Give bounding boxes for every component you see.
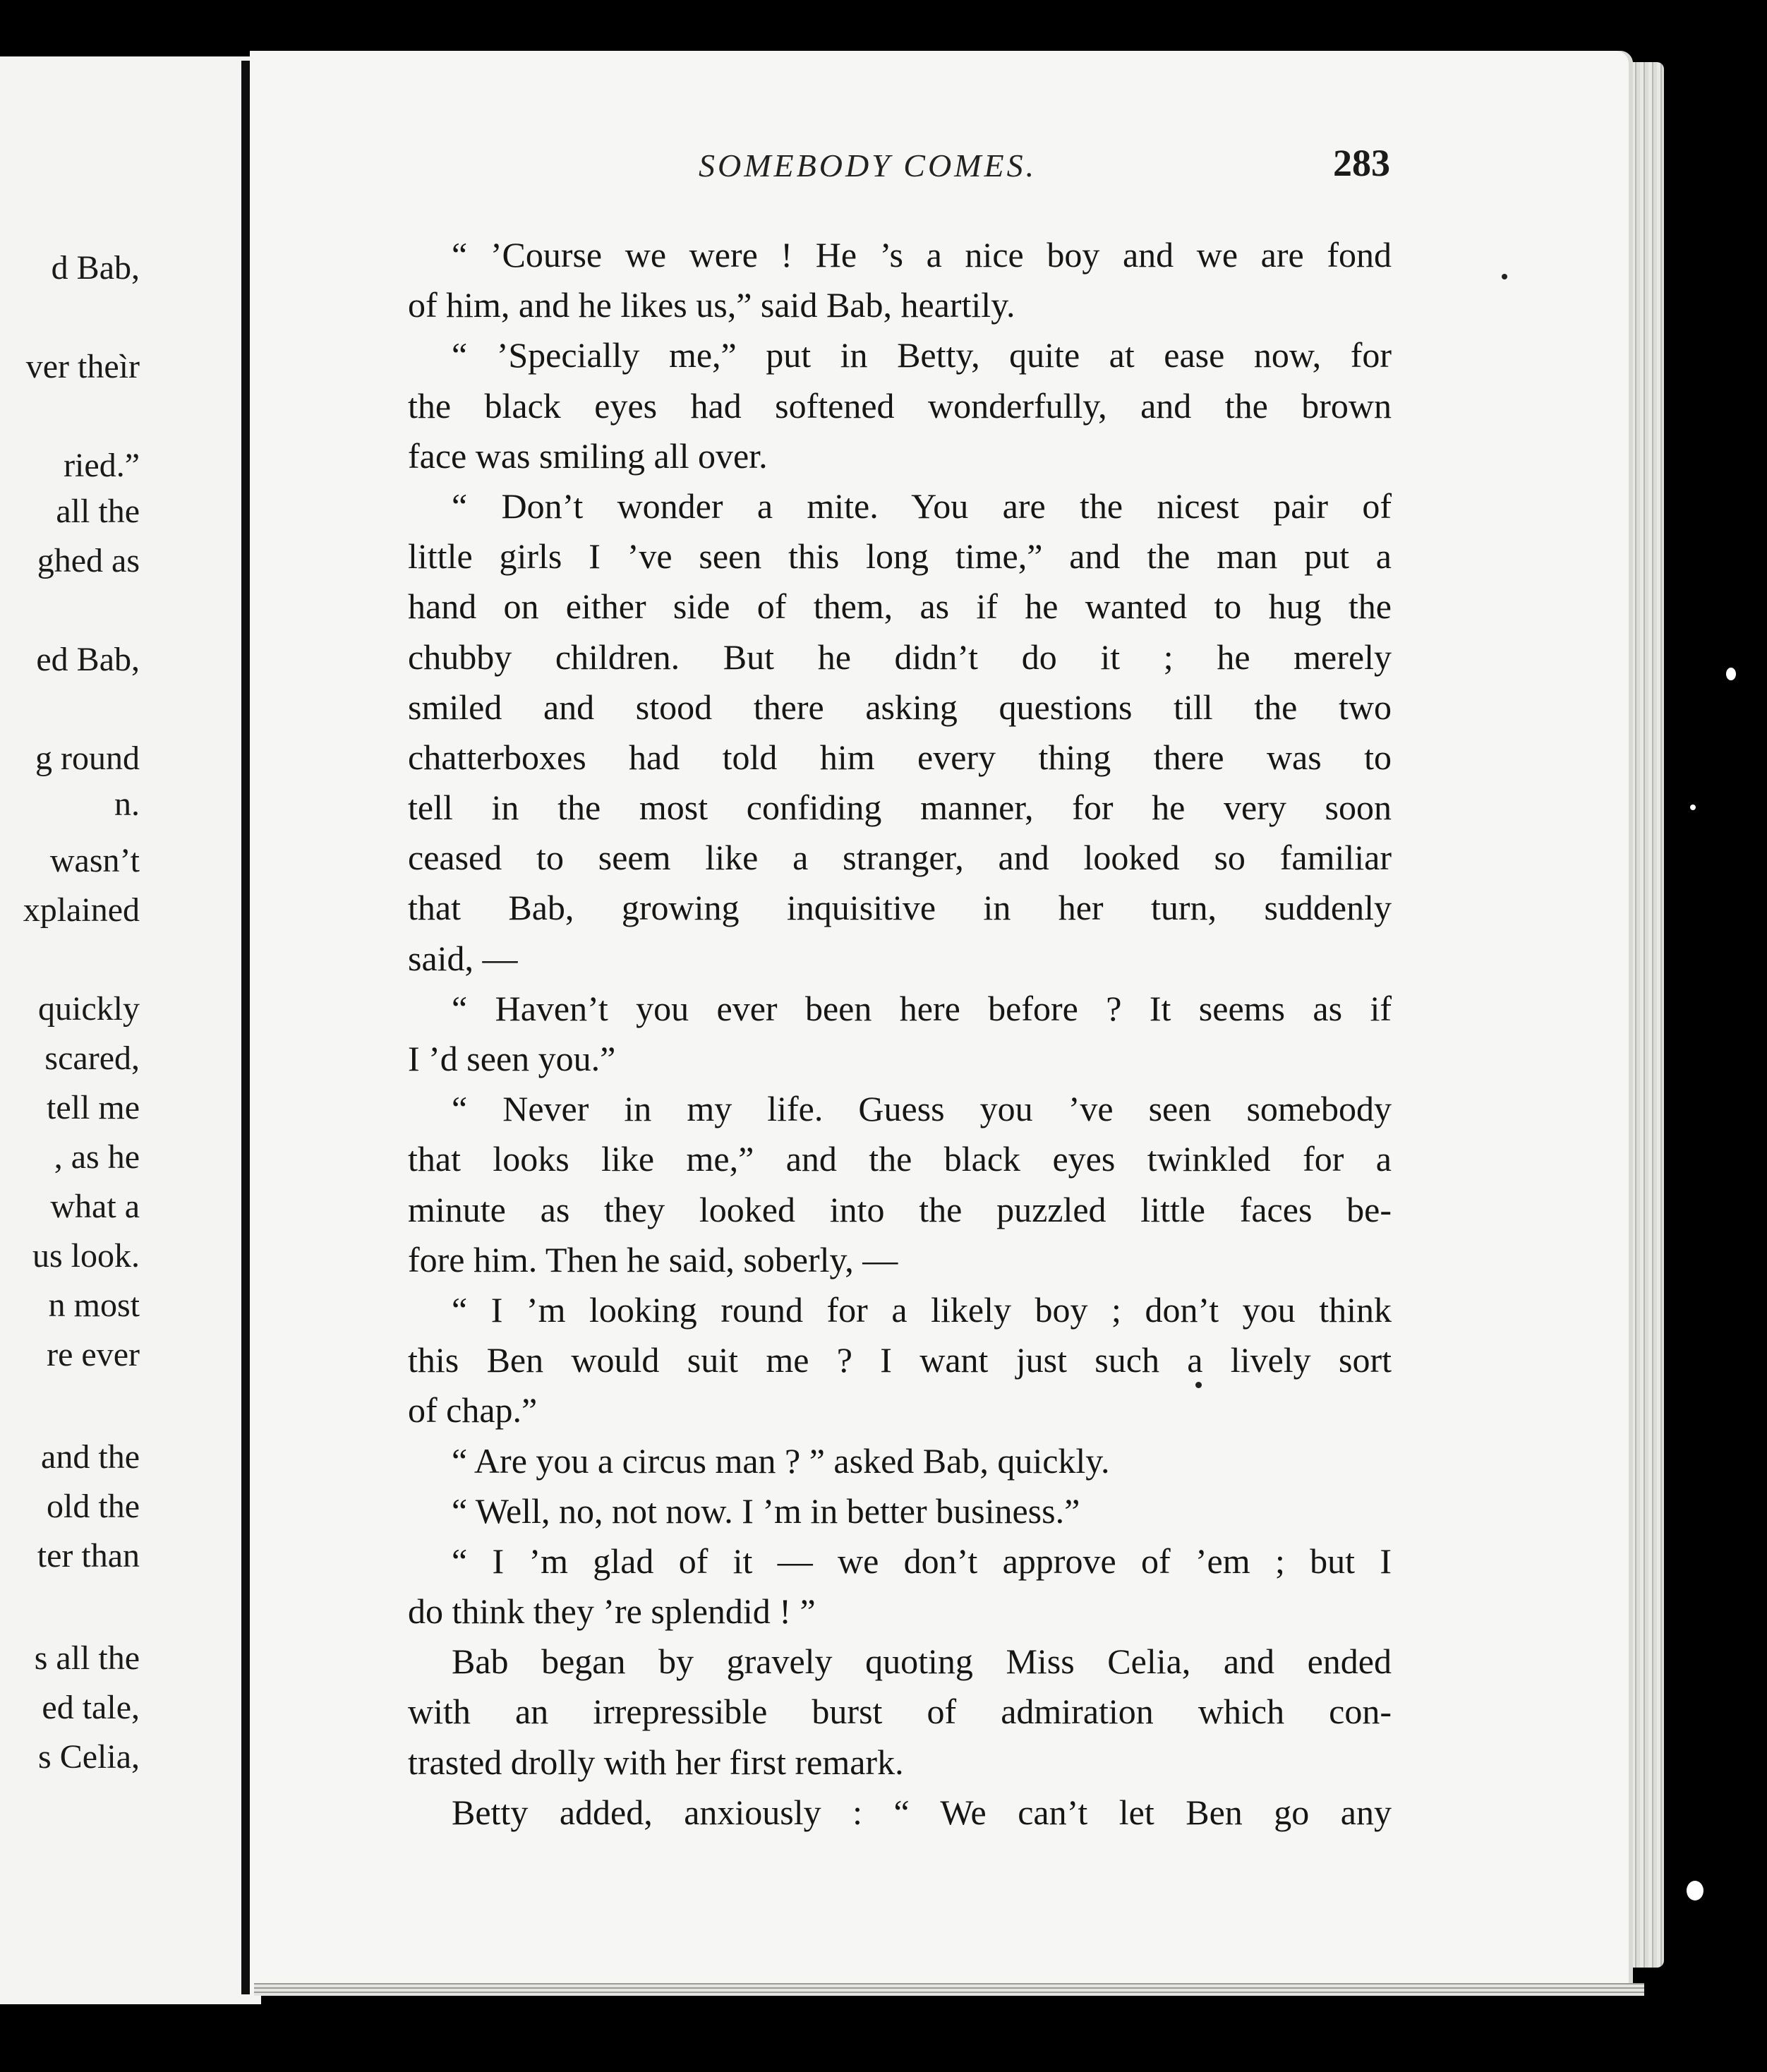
body-line: “ Well, no, not now. I ’m in better business.” xyxy=(452,1490,1080,1531)
ink-dot xyxy=(1502,274,1507,279)
body-line: “ I ’m looking round for a likely boy ; don’t you think xyxy=(452,1289,1392,1330)
body-line: “ ’Course we were ! He ’s a nice boy and we are fond xyxy=(452,235,1392,275)
left-page-line: re ever xyxy=(47,1336,140,1373)
body-line: that Bab, growing inquisitive in her turn, suddenly xyxy=(408,888,1392,928)
body-line: “ Are you a circus man ? ” asked Bab, quickly. xyxy=(452,1440,1110,1481)
page-bottom-edge xyxy=(254,1983,1644,1996)
body-line: “ ’Specially me,” put in Betty, quite at ease now, for xyxy=(452,335,1392,375)
left-page-line: ed Bab, xyxy=(36,641,140,678)
body-line: little girls I ’ve seen this long time,” and the man put a xyxy=(408,536,1392,577)
body-line: fore him. Then he said, soberly, — xyxy=(408,1239,898,1279)
left-page-line: what a xyxy=(50,1188,140,1225)
ink-dot xyxy=(1195,1382,1202,1388)
body-line: chatterboxes had told him every thing there was to xyxy=(408,737,1392,777)
left-page-line: ver theìr xyxy=(25,348,140,385)
body-line: of him, and he likes us,” said Bab, heartily. xyxy=(408,285,1015,325)
left-page-line: ghed as xyxy=(37,542,140,579)
left-page xyxy=(0,56,261,2004)
left-page-line: s all the xyxy=(34,1639,140,1677)
body-line: “ Don’t wonder a mite. You are the nicest pair of xyxy=(452,486,1392,526)
body-line: chubby children. But he didn’t do it ; he merely xyxy=(408,637,1392,677)
body-line: hand on either side of them, as if he wanted to hug the xyxy=(408,586,1392,627)
body-line: this Ben would suit me ? I want just such a lively sort xyxy=(408,1340,1392,1380)
left-page-line: us look. xyxy=(32,1237,140,1275)
left-page-line: n. xyxy=(114,785,140,823)
scan-speck xyxy=(1687,1881,1703,1901)
body-line: said, — xyxy=(408,938,518,978)
body-line: “ Haven’t you ever been here before ? It seems as if xyxy=(452,988,1392,1028)
body-line: with an irrepressible burst of admiration which con- xyxy=(408,1692,1392,1732)
body-line: trasted drolly with her first remark. xyxy=(408,1742,904,1782)
left-page-line: s Celia, xyxy=(38,1738,140,1776)
body-line: tell in the most confiding manner, for he very soon xyxy=(408,788,1392,828)
left-page-line: and the xyxy=(41,1438,140,1476)
running-head-title: SOMEBODY COMES. xyxy=(699,147,1037,183)
body-line: I ’d seen you.” xyxy=(408,1039,616,1078)
body-line: do think they ’re splendid ! ” xyxy=(408,1591,816,1632)
left-page-line: quickly xyxy=(38,990,140,1028)
left-page-line: , as he xyxy=(54,1138,140,1176)
body-line: “ Never in my life. Guess you ’ve seen somebody xyxy=(452,1089,1392,1129)
left-page-line: d Bab, xyxy=(51,249,140,287)
scan-speck xyxy=(1690,805,1696,810)
left-page-line: g round xyxy=(35,740,140,777)
body-line: that looks like me,” and the black eyes twinkled for a xyxy=(408,1139,1392,1179)
book-gutter xyxy=(241,61,250,1994)
left-page-line: all the xyxy=(56,493,140,530)
body-line: smiled and stood there asking questions till the two xyxy=(408,687,1392,727)
left-page-line: xplained xyxy=(23,891,140,929)
left-page-line: ried.” xyxy=(64,447,140,484)
body-line: face was smiling all over. xyxy=(408,435,768,476)
body-line: the black eyes had softened wonderfully, and the brown xyxy=(408,385,1392,426)
body-line: Betty added, anxiously : “ We can’t let Ben go any xyxy=(452,1792,1392,1832)
body-line: “ I ’m glad of it — we don’t approve of ’em ; but I xyxy=(452,1541,1392,1581)
body-line: of chap.” xyxy=(408,1390,538,1430)
body-text xyxy=(408,230,1392,1838)
left-page-line: scared, xyxy=(44,1040,140,1077)
body-line: minute as they looked into the puzzled little faces be- xyxy=(408,1189,1392,1229)
left-page-line: old the xyxy=(47,1488,140,1525)
left-page-line: ter than xyxy=(37,1537,140,1574)
page-number: 283 xyxy=(1333,142,1390,184)
left-page-line: wasn’t xyxy=(49,842,140,879)
left-page-line: tell me xyxy=(47,1089,140,1126)
body-line: ceased to seem like a stranger, and looked so familiar xyxy=(408,838,1392,878)
left-page-line: ed tale, xyxy=(42,1689,140,1726)
scan-speck xyxy=(1726,668,1736,680)
left-page-line: n most xyxy=(48,1287,140,1324)
body-line: Bab began by gravely quoting Miss Celia, and ended xyxy=(452,1642,1392,1682)
running-head xyxy=(409,133,1390,200)
